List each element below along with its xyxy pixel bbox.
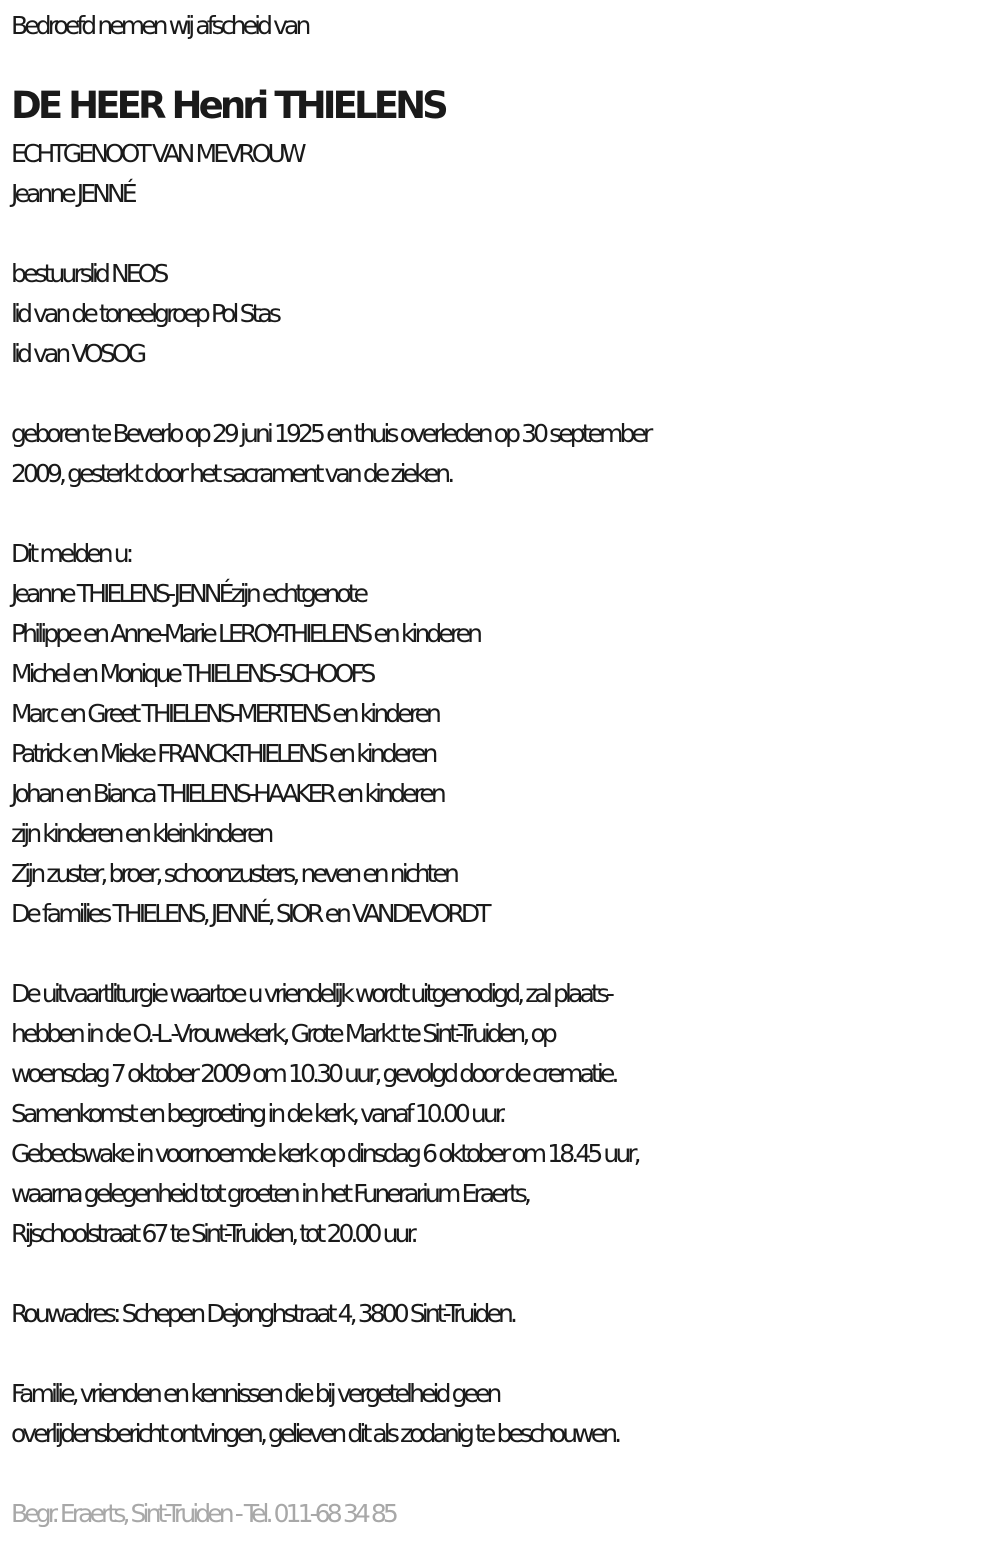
membership-item: bestuurslid NEOS [11, 259, 166, 288]
paragraph-line: De uitvaartliturgie waartoe u vriendelijk wordt uitgenodigd, zal plaats- [11, 979, 612, 1008]
family-member: De families THIELENS, JENNÉ, SIOR en VANDEVORDT [11, 899, 488, 928]
family-member: Johan en Bianca THIELENS-HAAKER en kinderen [11, 779, 443, 808]
family-member: Michel en Monique THIELENS-SCHOOFS [11, 659, 373, 688]
deceased-name: DE HEER Henri THIELENS [11, 84, 445, 127]
paragraph-line: overlijdensbericht ontvingen, gelieven dit als zodanig te beschouwen. [11, 1419, 619, 1448]
spacer [11, 1254, 1000, 1294]
family-member: Philippe en Anne-Marie LEROY-THIELENS en kinderen [11, 619, 480, 648]
paragraph-line: woensdag 7 oktober 2009 om 10.30 uur, gevolgd door de crematie. [11, 1059, 616, 1088]
funeral-home-footer: Begr. Eraerts, Sint-Truiden - Tel. 011-68 34 85 [11, 1499, 395, 1528]
spacer [11, 934, 1000, 974]
intro-text: Bedroefd nemen wij afscheid van [11, 11, 308, 40]
spacer [11, 1454, 1000, 1494]
paragraph-line: Samenkomst en begroeting in de kerk, vanaf 10.00 uur. [11, 1099, 503, 1128]
announcers-section [11, 534, 1000, 934]
membership-item: lid van VOSOG [11, 339, 144, 368]
spacer [11, 494, 1000, 534]
family-member: Patrick en Mieke FRANCK-THIELENS en kinderen [11, 739, 435, 768]
mourning-address: Rouwadres: Schepen Dejonghstraat 4, 3800 Sint-Truiden. [11, 1299, 514, 1328]
family-member: Jeanne THIELENS-JENNÉzijn echtgenote [11, 579, 366, 608]
paragraph-line: 2009, gesterkt door het sacrament van de zieken. [11, 459, 452, 488]
paragraph-line: waarna gelegenheid tot groeten in het Funerarium Eraerts, [11, 1179, 529, 1208]
spacer [11, 1334, 1000, 1374]
birth-death-paragraph [11, 414, 1000, 494]
closing-paragraph [11, 1374, 1000, 1454]
spacer [11, 214, 1000, 254]
spacer [11, 374, 1000, 414]
paragraph-line: Familie, vrienden en kennissen die bij vergetelheid geen [11, 1379, 499, 1408]
paragraph-line: Rijschoolstraat 67 te Sint-Truiden, tot 20.00 uur. [11, 1219, 415, 1248]
paragraph-line: geboren te Beverlo op 29 juni 1925 en thuis overleden op 30 september [11, 419, 650, 448]
family-member: Marc en Greet THIELENS-MERTENS en kinderen [11, 699, 438, 728]
announcers-heading: Dit melden u: [11, 539, 131, 568]
paragraph-line: hebben in de O.-L.-Vrouwekerk, Grote Markt te Sint-Truiden, op [11, 1019, 554, 1048]
paragraph-line: Gebedswake in voornoemde kerk op dinsdag 6 oktober om 18.45 uur, [11, 1139, 638, 1168]
family-member: Zijn zuster, broer, schoonzusters, neven en nichten [11, 859, 456, 888]
funeral-paragraph [11, 974, 1000, 1254]
family-member: zijn kinderen en kleinkinderen [11, 819, 271, 848]
spouse-name: Jeanne JENNÉ [11, 179, 134, 208]
memberships-list [11, 254, 1000, 374]
membership-item: lid van de toneelgroep Pol Stas [11, 299, 279, 328]
spacer [11, 44, 1000, 78]
spouse-title: ECHTGENOOT VAN MEVROUW [11, 139, 303, 168]
